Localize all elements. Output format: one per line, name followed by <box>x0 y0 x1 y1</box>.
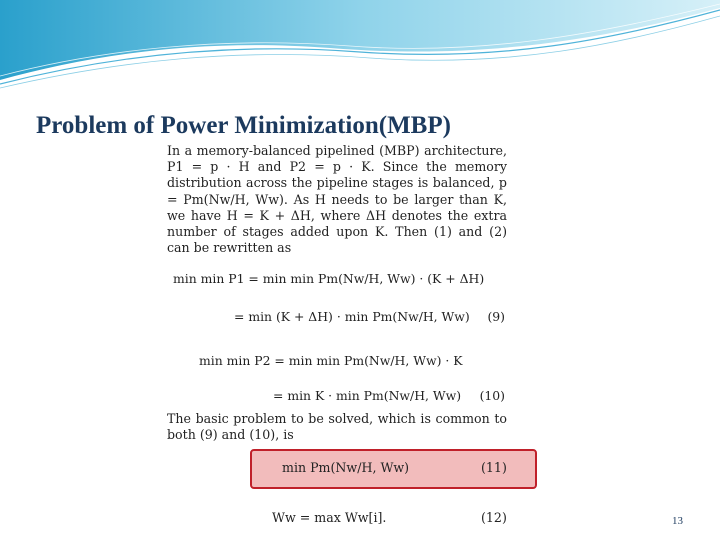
equation-12: Ww = max Ww[i]. <box>272 510 387 525</box>
header-wave-decoration <box>0 0 720 90</box>
page-number: 13 <box>672 515 683 527</box>
equation-10-line-1: min min P2 = min min Pm(Nw/H, Ww) · K <box>199 353 463 368</box>
equation-10-number: (10) <box>479 388 505 403</box>
equation-11-number: (11) <box>481 460 507 475</box>
equation-9-line-1: min min P1 = min min Pm(Nw/H, Ww) · (K + ΔH) <box>173 271 485 286</box>
equation-10-line-2: = min K · min Pm(Nw/H, Ww) <box>273 388 462 403</box>
slide-title: Problem of Power Minimization(MBP) <box>36 112 451 139</box>
equation-9-number: (9) <box>487 309 505 324</box>
paragraph-intro: In a memory-balanced pipelined (MBP) architecture, P1 = p · H and P2 = p · K. Since the memory distribution across the pipeline stages is balanced, p = Pm(Nw/H, Ww). As H needs to be larger than K, we have H = K + ΔH, where ΔH denotes the extra number of stages added upon K. Then (1) and (2) can be rewritten as <box>167 143 507 256</box>
equation-11: min Pm(Nw/H, Ww) <box>282 460 410 475</box>
equation-9-line-2: = min (K + ΔH) · min Pm(Nw/H, Ww) <box>234 309 470 324</box>
equation-12-number: (12) <box>481 510 507 525</box>
paragraph-basic-problem: The basic problem to be solved, which is common to both (9) and (10), is <box>167 411 507 443</box>
